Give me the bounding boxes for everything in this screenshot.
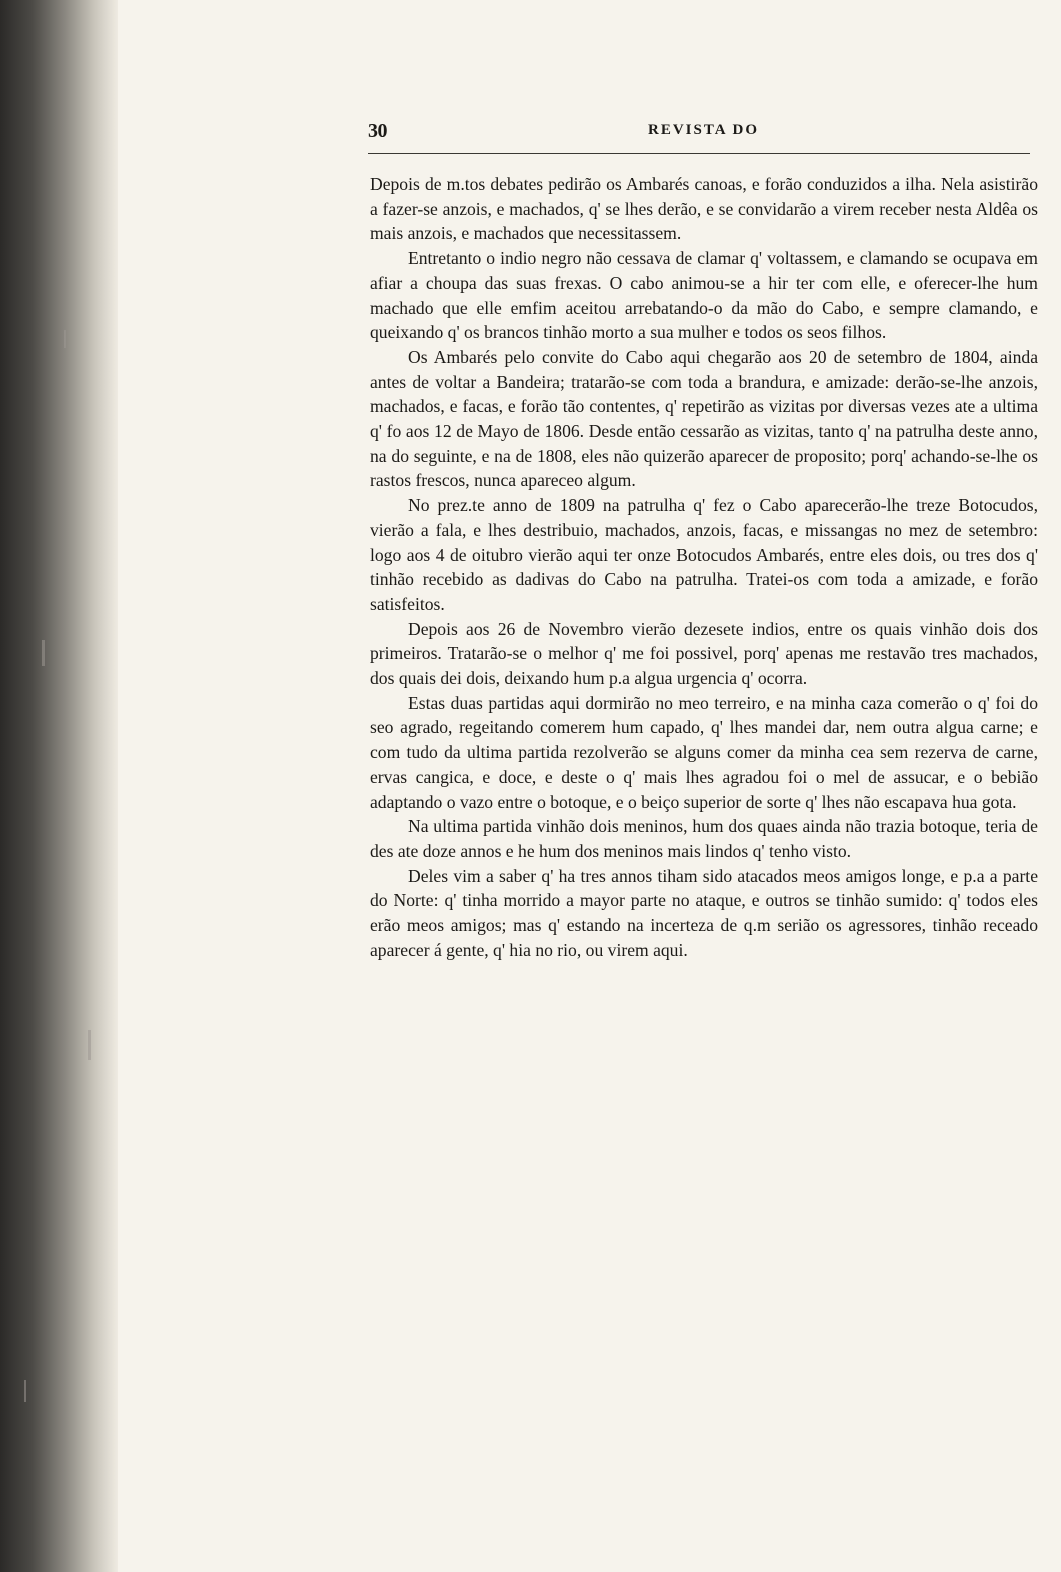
book-spine-shadow xyxy=(0,0,118,1572)
running-head: REVISTA DO xyxy=(648,122,759,138)
paragraph: Deles vim a saber q' ha tres annos tiham sido atacados meos amigos longe, e p.a a parte do Norte: q' tinha morrido a mayor parte no ataque, e outros se tinhão sumido: q' todos eles erão meos amigos; mas q' estando na incerteza de q.m serião os agressores, tinhão receado aparecer á gente, q' hia no rio, ou virem aqui. xyxy=(370,865,1038,960)
paragraph: Estas duas partidas aqui dormirão no meo terreiro, e na minha caza comerão o q' foi do seo agrado, regeitando comerem hum capado, q' lhes mandei dar, nem outra algua carne; e com tudo da ultima partida rezolverão se alguns comer da minha cea sem rezerva de carne, ervas cangica, e doce, e deste o q' mais lhes agradou foi o mel de assucar, e o bebião adaptando o vazo entre o botoque, e o beiço superior de sorte q' lhes não escapava hua gota. xyxy=(370,692,1038,812)
paragraph: No prez.te anno de 1809 na patrulha q' fez o Cabo aparecerão-lhe treze Botocudos, vierão a fala, e lhes destribuio, machados, anzois, facas, e missangas no mez de setembro: logo aos 4 de oitubro vierão aqui ter onze Botocudos Ambarés, entre eles dois, ou tres dos q' tinhão recebido as dadivas do Cabo na patrulha. Tratei-os com toda a amizade, e forão satisfeitos. xyxy=(370,495,1038,614)
page-header xyxy=(368,120,1030,150)
spine-speck xyxy=(24,1380,26,1402)
header-rule xyxy=(368,153,1030,154)
body-text xyxy=(370,172,1038,963)
spine-speck xyxy=(42,640,45,666)
paragraph: Depois de m.tos debates pedirão os Ambarés canoas, e forão conduzidos a ilha. Nela asistirão a fazer-se anzois, e machados, q' se lhes derão, e se convidarão a virem receber nesta Aldêa os mais anzois, e machados que necessitassem. xyxy=(370,174,1038,244)
paragraph: Os Ambarés pelo convite do Cabo aqui chegarão aos 20 de setembro de 1804, ainda antes de voltar a Bandeira; tratarão-se com toda a brandura, e amizade: derão-se-lhe anzois, machados, e facas, e forão tão contentes, q' repetirão as vizitas por diversas vezes ate a ultima q' fo aos 12 de Mayo de 1806. Desde então cessarão as vizitas, tanto q' na patrulha deste anno, na do seguinte, e na de 1808, eles não quizerão aparecer de proposito; porq' achando-se-lhe os rastos frescos, nunca apareceo algum. xyxy=(370,346,1038,491)
page-number: 30 xyxy=(368,120,387,142)
spine-speck xyxy=(88,1030,91,1060)
spine-speck xyxy=(64,330,66,348)
paragraph: Depois aos 26 de Novembro vierão dezesete indios, entre os quais vinhão dois dos primeiros. Tratarão-se o melhor q' me foi possivel, porq' apenas me restavão tres machados, dos quais dei dois, deixando hum p.a algua urgencia q' ocorra. xyxy=(370,618,1038,689)
paragraph: Na ultima partida vinhão dois meninos, hum dos quaes ainda não trazia botoque, teria de des ate doze annos e he hum dos meninos mais lindos q' tenho visto. xyxy=(370,816,1038,861)
paragraph: Entretanto o indio negro não cessava de clamar q' voltassem, e clamando se ocupava em afiar a choupa das suas frexas. O cabo animou-se a hir ter com elle, e oferecer-lhe hum machado que elle emfim aceitou arrebatando-o da mão do Cabo, e sempre clamando, e queixando q' os brancos tinhão morto a sua mulher e todos os seos filhos. xyxy=(370,248,1038,343)
